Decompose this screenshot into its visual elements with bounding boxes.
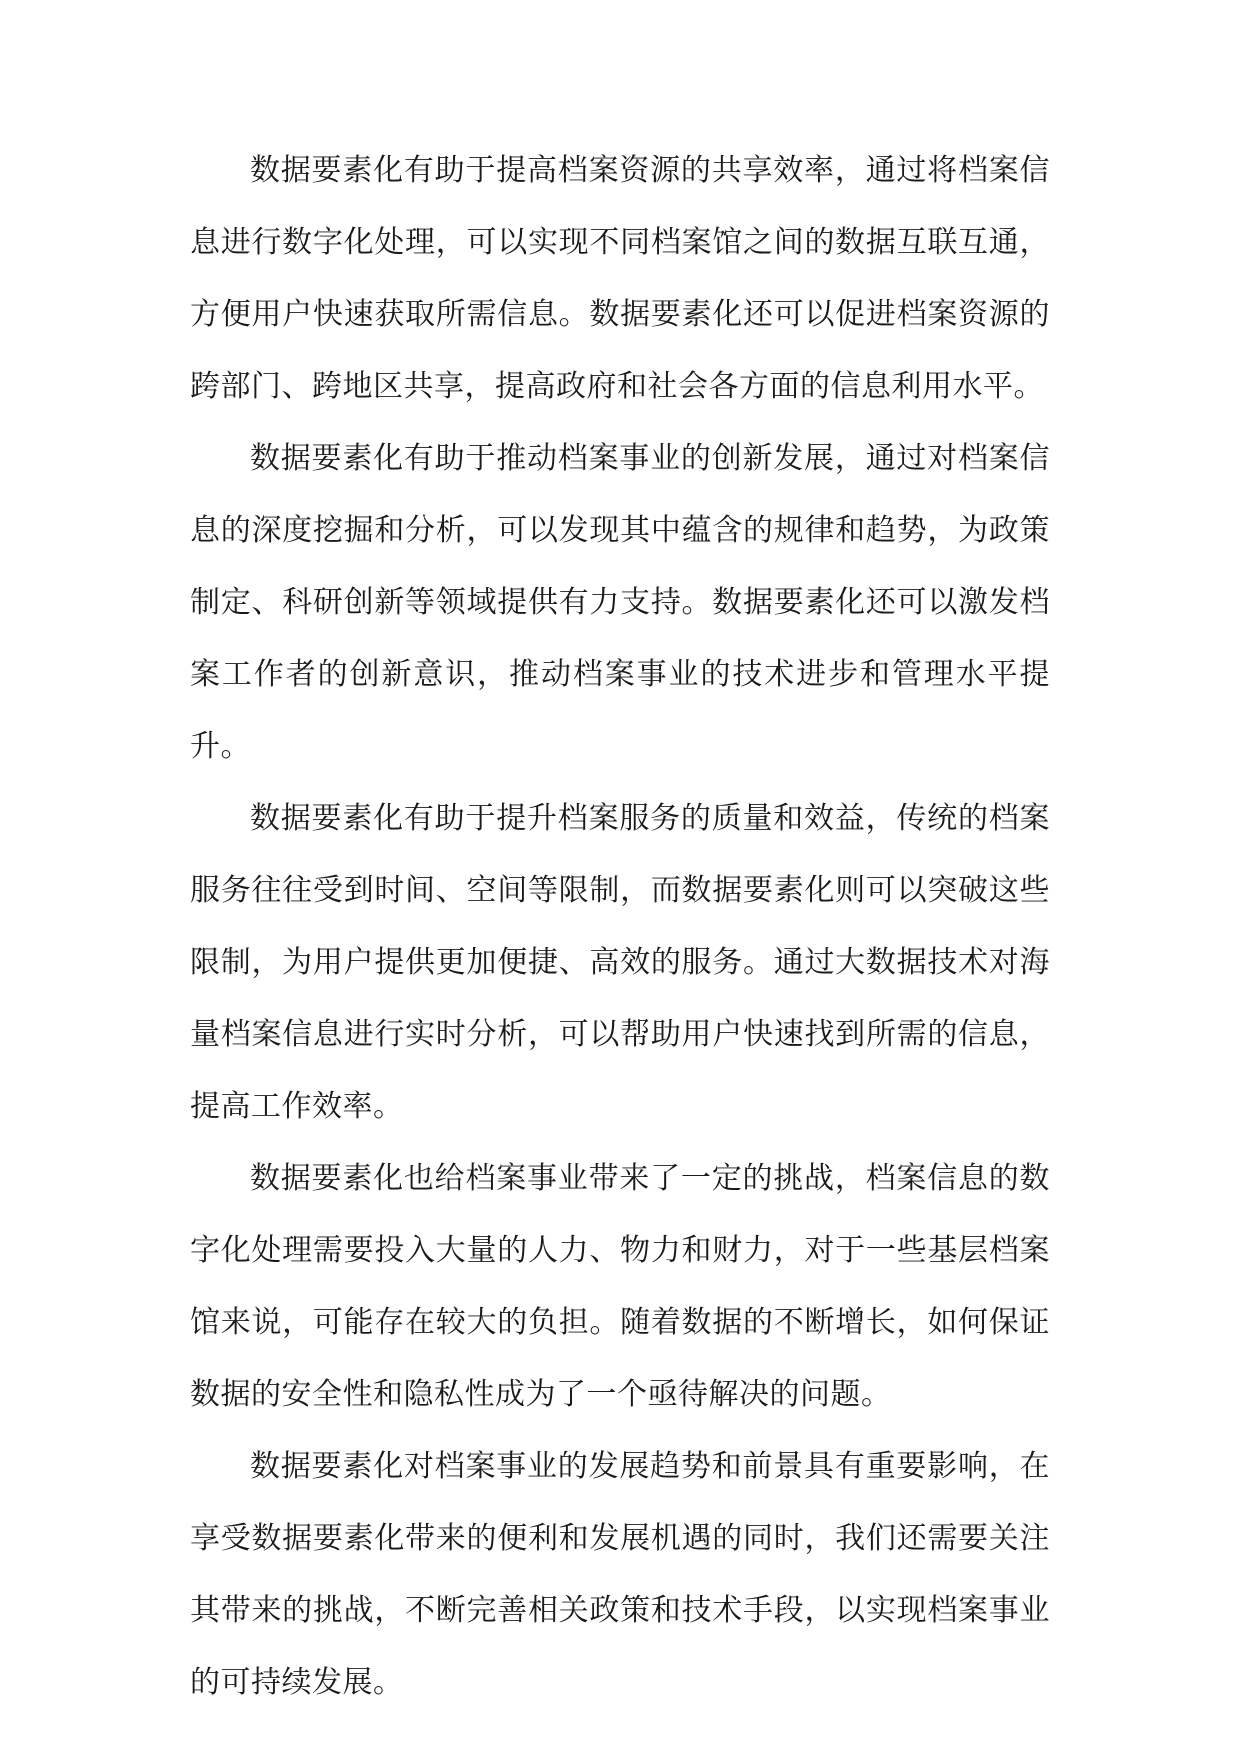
paragraph-1: 数据要素化有助于提高档案资源的共享效率，通过将档案信息进行数字化处理，可以实现不同档案馆之间的数据互联互通，方便用户快速获取所需信息。数据要素化还可以促进档案资源的跨部门、跨地区共享，提高政府和社会各方面的信息利用水平。 — [190, 153, 1050, 404]
paragraph-3: 数据要素化有助于提升档案服务的质量和效益，传统的档案服务往往受到时间、空间等限制，而数据要素化则可以突破这些限制，为用户提供更加便捷、高效的服务。通过大数据技术对海量档案信息进行实时分析，可以帮助用户快速找到所需的信息，提高工作效率。 — [190, 801, 1050, 1124]
document-body — [190, 135, 1050, 1719]
paragraph-2: 数据要素化有助于推动档案事业的创新发展，通过对档案信息的深度挖掘和分析，可以发现其中蕴含的规律和趋势，为政策制定、科研创新等领域提供有力支持。数据要素化还可以激发档案工作者的创新意识，推动档案事业的技术进步和管理水平提升。 — [190, 441, 1050, 764]
paragraph-5: 数据要素化对档案事业的发展趋势和前景具有重要影响，在享受数据要素化带来的便利和发展机遇的同时，我们还需要关注其带来的挑战，不断完善相关政策和技术手段，以实现档案事业的可持续发展。 — [190, 1449, 1050, 1700]
paragraph-4: 数据要素化也给档案事业带来了一定的挑战，档案信息的数字化处理需要投入大量的人力、物力和财力，对于一些基层档案馆来说，可能存在较大的负担。随着数据的不断增长，如何保证数据的安全性和隐私性成为了一个亟待解决的问题。 — [190, 1161, 1050, 1412]
